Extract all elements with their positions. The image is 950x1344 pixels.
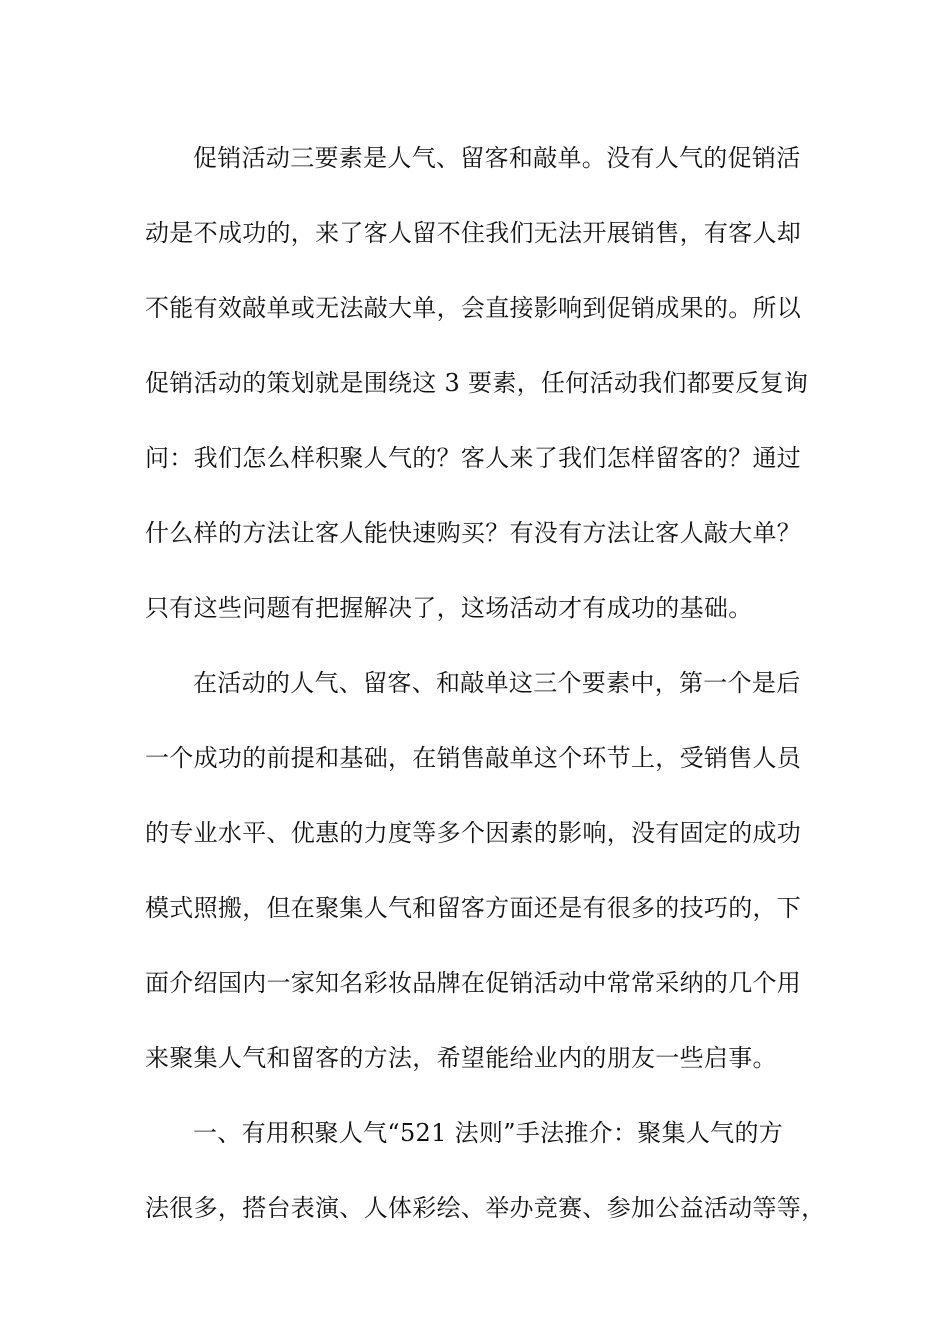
- document-body: [145, 121, 826, 1246]
- text-line: 促销活动的策划就是围绕这 3 要素，任何活动我们都要反复询: [145, 369, 809, 397]
- text-line: 只有这些问题有把握解决了，这场活动才有成功的基础。: [145, 594, 753, 622]
- text-line: 什么样的方法让客人能快速购买？有没有方法让客人敲大单？: [145, 519, 802, 547]
- text-line: 的专业水平、优惠的力度等多个因素的影响，没有固定的成功: [145, 819, 802, 847]
- text-line: 一、有用积聚人气“521 法则”手法推介：聚集人气的方: [193, 1119, 784, 1147]
- text-line: 来聚集人气和留客的方法，希望能给业内的朋友一些启事。: [145, 1044, 777, 1072]
- text-line: 在活动的人气、留客、和敲单这三个要素中，第一个是后: [193, 669, 801, 697]
- text-line: 一个成功的前提和基础，在销售敲单这个环节上，受销售人员: [145, 744, 802, 772]
- text-line: 问：我们怎么样积聚人气的？客人来了我们怎样留客的？通过: [145, 444, 802, 472]
- text-line: 促销活动三要素是人气、留客和敲单。没有人气的促销活: [193, 144, 801, 172]
- text-line: 法很多，搭台表演、人体彩绘、举办竞赛、参加公益活动等等，: [145, 1194, 826, 1222]
- text-line: 动是不成功的，来了客人留不住我们无法开展销售，有客人却: [145, 219, 802, 247]
- paragraph-1: [145, 121, 807, 646]
- text-line: 模式照搬，但在聚集人气和留客方面还是有很多的技巧的，下: [145, 894, 802, 922]
- text-line: 不能有效敲单或无法敲大单，会直接影响到促销成果的。所以: [145, 294, 802, 322]
- text-line: 面介绍国内一家知名彩妆品牌在促销活动中常常采纳的几个用: [145, 969, 802, 997]
- paragraph-2: [145, 646, 807, 1096]
- paragraph-3: [145, 1096, 826, 1246]
